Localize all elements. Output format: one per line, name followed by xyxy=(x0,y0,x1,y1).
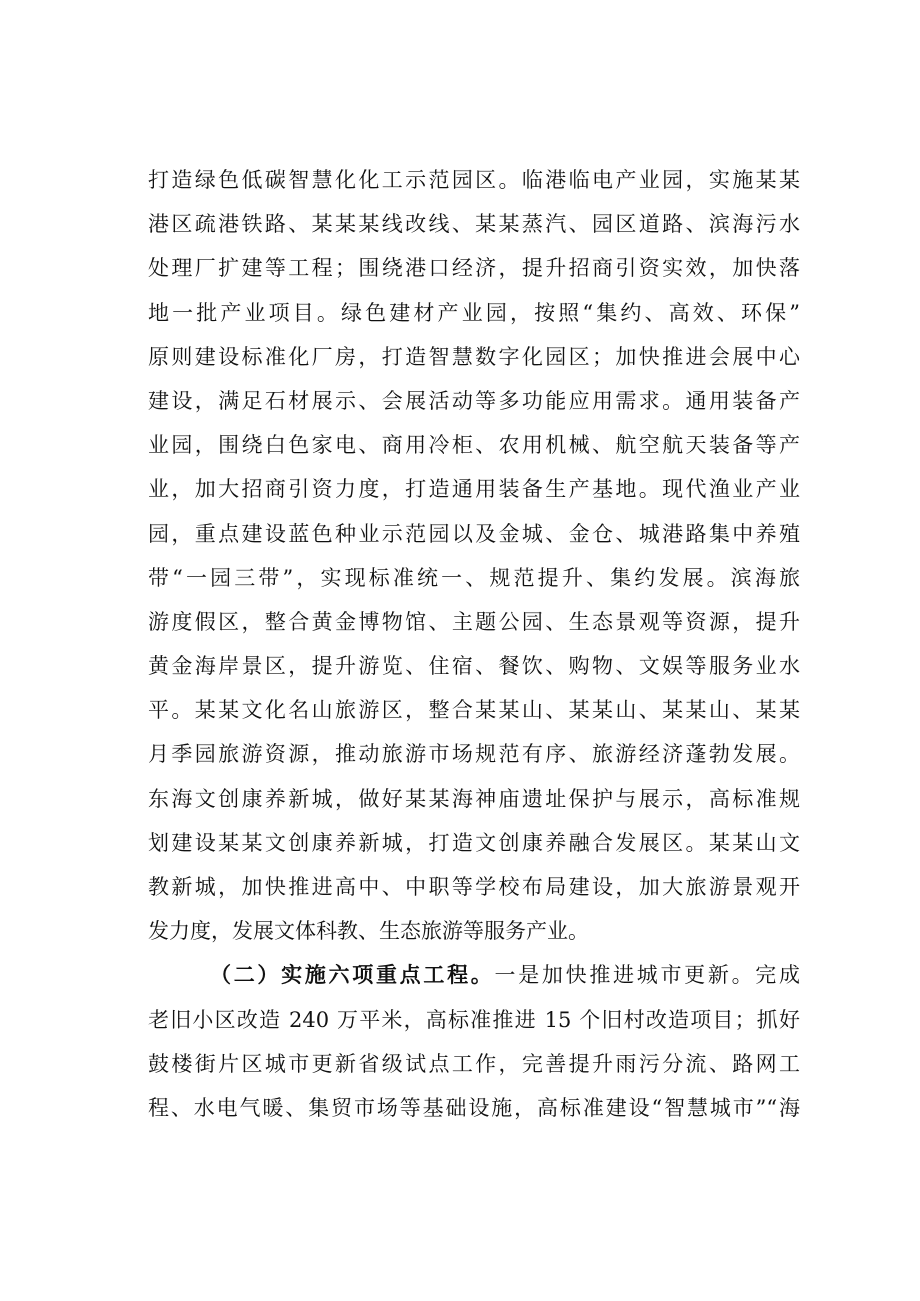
paragraph-line: 带“一园三带”，实现标准统一、规范提升、集约发展。滨海旅 xyxy=(148,565,800,590)
section-first-line-text: 一是加快推进城市更新。完成 xyxy=(494,963,800,988)
paragraph-line: 原则建设标准化厂房，打造智慧数字化园区；加快推进会展中心 xyxy=(148,344,800,369)
paragraph-line: 划建设某某文创康养新城，打造文创康养融合发展区。某某山文 xyxy=(148,830,800,855)
section-first-line xyxy=(148,953,800,997)
section-heading: （二）实施六项重点工程。 xyxy=(210,962,495,988)
body-text xyxy=(148,158,800,1130)
paragraph-line: 老旧小区改造 240 万平米，高标准推进 15 个旧村改造项目；抓好 xyxy=(148,1007,800,1032)
paragraph-line: 园，重点建设蓝色种业示范园以及金城、金仓、城港路集中养殖 xyxy=(148,521,800,546)
paragraph-line: 黄金海岸景区，提升游览、住宿、餐饮、购物、文娱等服务业水 xyxy=(148,654,800,679)
paragraph-line: 业园，围绕白色家电、商用冷柜、农用机械、航空航天装备等产 xyxy=(148,433,800,458)
paragraph-line: 东海文创康养新城，做好某某海神庙遗址保护与展示，高标准规 xyxy=(148,786,800,811)
paragraph-line: 游度假区，整合黄金博物馆、主题公园、生态景观等资源，提升 xyxy=(148,609,800,634)
paragraph-line: 港区疏港铁路、某某某线改线、某某蒸汽、园区道路、滨海污水 xyxy=(148,212,800,237)
paragraph-line: 程、水电气暖、集贸市场等基础设施，高标准建设“智慧城市”“海 xyxy=(148,1095,800,1120)
paragraph-line: 发力度，发展文体科教、生态旅游等服务产业。 xyxy=(148,919,589,944)
paragraph-line: 打造绿色低碳智慧化化工示范园区。临港临电产业园，实施某某 xyxy=(148,168,800,192)
paragraph-line: 鼓楼街片区城市更新省级试点工作，完善提升雨污分流、路网工 xyxy=(148,1051,800,1076)
paragraph-line: 处理厂扩建等工程；围绕港口经济，提升招商引资实效，加快落 xyxy=(148,256,800,281)
paragraph-line: 月季园旅游资源，推动旅游市场规范有序、旅游经济蓬勃发展。 xyxy=(148,742,800,767)
paragraph-line: 平。某某文化名山旅游区，整合某某山、某某山、某某山、某某 xyxy=(148,698,800,723)
paragraph-line: 地一批产业项目。绿色建材产业园，按照“集约、高效、环保” xyxy=(148,300,800,325)
paragraph-line: 建设，满足石材展示、会展活动等多功能应用需求。通用装备产 xyxy=(148,388,800,413)
paragraph-line: 业，加大招商引资力度，打造通用装备生产基地。现代渔业产业 xyxy=(148,477,800,502)
paragraph-line: 教新城，加快推进高中、中职等学校布局建设，加大旅游景观开 xyxy=(148,875,800,899)
